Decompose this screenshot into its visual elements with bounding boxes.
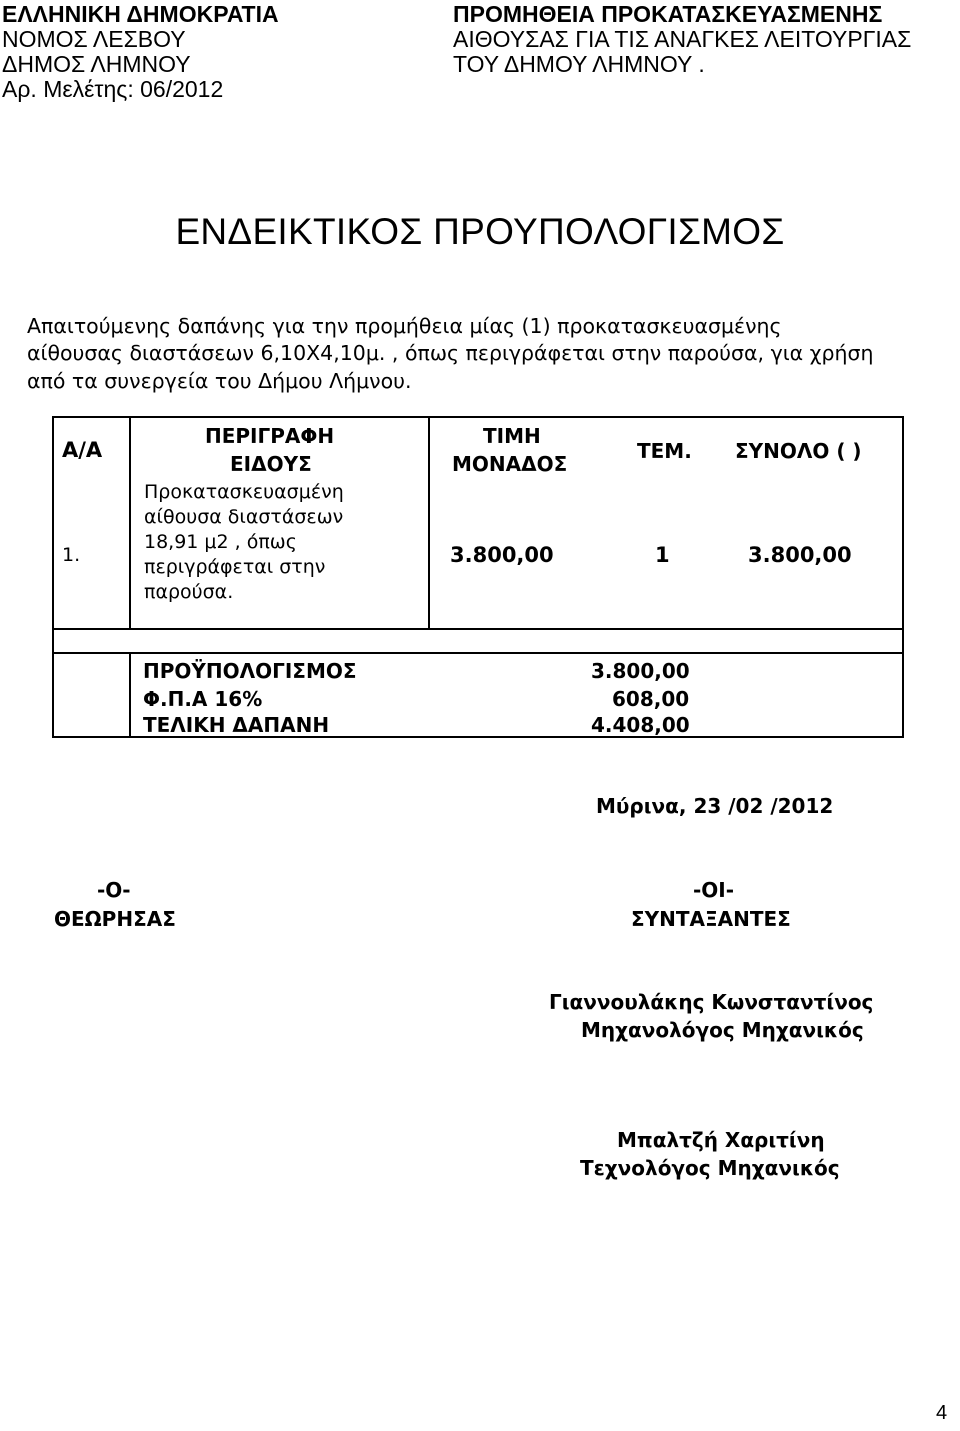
row-desc-line4: περιγράφεται στην: [144, 556, 326, 578]
table-row-sep-2: [52, 652, 904, 654]
row-desc-line1: Προκατασκευασμένη: [144, 481, 344, 503]
row-aa: 1.: [62, 544, 81, 566]
header-left-line1: ΕΛΛΗΝΙΚΗ ΔΗΜΟΚΡΑΤΙΑ: [2, 1, 279, 27]
table-col-sep-summary: [129, 652, 131, 738]
row-desc-line5: παρούσα.: [144, 581, 234, 603]
page-number: 4: [936, 1402, 948, 1424]
header-price-line1: ΤΙΜΗ: [483, 424, 541, 448]
authors-marker: -ΟΙ-: [693, 878, 735, 902]
row-total-value: 3.800,00: [748, 543, 852, 567]
header-right-line3: ΤΟΥ ΔΗΜΟΥ ΛΗΜΝΟΥ .: [453, 51, 705, 77]
header-price-line2: ΜΟΝΑΔΟΣ: [452, 452, 568, 476]
budget-value: 3.800,00: [591, 659, 690, 683]
header-left-line3: ΔΗΜΟΣ ΛΗΜΝΟΥ: [2, 51, 191, 77]
final-value: 4.408,00: [591, 713, 690, 737]
header-desc-line2: ΕΙΔΟΥΣ: [230, 452, 312, 476]
intro-line1: Απαιτούμενης δαπάνης για την προμήθεια μίας (1) προκατασκευασμένης: [27, 314, 782, 338]
table-border-top: [52, 416, 904, 418]
table-border-right: [902, 416, 904, 738]
row-total: [748, 543, 856, 567]
vat-label: Φ.Π.Α 16%: [143, 687, 263, 711]
euro-icon: [554, 543, 558, 567]
author2-name: Μπαλτζή Χαριτίνη: [617, 1128, 825, 1152]
euro-icon: [852, 543, 856, 567]
table-row-sep-1: [52, 628, 904, 630]
intro-line3: από τα συνεργεία του Δήμου Λήμνου.: [27, 369, 412, 393]
reviewer-label: ΘΕΩΡΗΣΑΣ: [54, 907, 176, 931]
row-qty: 1: [655, 543, 670, 567]
row-unit-price-value: 3.800,00: [450, 543, 554, 567]
table-col-sep-1: [129, 416, 131, 630]
document-title: ΕΝΔΕΙΚΤΙΚΟΣ ΠΡΟΥΠΟΛΟΓΙΣΜΟΣ: [175, 211, 785, 252]
header-total: ΣΥΝΟΛΟ ( ): [735, 439, 862, 463]
final-label: ΤΕΛΙΚΗ ΔΑΠΑΝΗ: [143, 713, 330, 737]
author1-title: Μηχανολόγος Μηχανικός: [581, 1018, 864, 1042]
row-desc-line3: 18,91 μ2 , όπως: [144, 531, 297, 553]
author2-title: Τεχνολόγος Μηχανικός: [580, 1156, 840, 1180]
author1-name: Γιαννουλάκης Κωνσταντίνος: [549, 990, 874, 1014]
header-desc-line1: ΠΕΡΙΓΡΑΦΗ: [205, 424, 335, 448]
study-number: Αρ. Μελέτης: 06/2012: [2, 76, 224, 102]
header-right-line1: ΠΡΟΜΗΘΕΙΑ ΠΡΟΚΑΤΑΣΚΕΥΑΣΜΕΝΗΣ: [453, 1, 883, 27]
place-date: Μύρινα, 23 /02 /2012: [596, 794, 834, 818]
table-border-left: [52, 416, 54, 738]
table-col-sep-2: [428, 416, 430, 630]
intro-line2: αίθουσας διαστάσεων 6,10Χ4,10μ. , όπως περιγράφεται στην παρούσα, για χρήση: [27, 341, 874, 365]
header-right-line2: ΑΙΘΟΥΣΑΣ ΓΙΑ ΤΙΣ ΑΝΑΓΚΕΣ ΛΕΙΤΟΥΡΓΙΑΣ: [453, 26, 912, 52]
reviewer-marker: -Ο-: [97, 878, 131, 902]
row-desc-line2: αίθουσα διαστάσεων: [144, 506, 344, 528]
vat-value: 608,00: [612, 687, 690, 711]
header-aa: Α/Α: [62, 438, 103, 462]
budget-label: ΠΡΟΫΠΟΛΟΓΙΣΜΟΣ: [143, 659, 357, 683]
row-unit-price: [450, 543, 558, 567]
header-qty: ΤΕΜ.: [637, 439, 692, 463]
header-left-line2: ΝΟΜΟΣ ΛΕΣΒΟΥ: [2, 26, 186, 52]
authors-label: ΣΥΝΤΑΞΑΝΤΕΣ: [631, 907, 791, 931]
